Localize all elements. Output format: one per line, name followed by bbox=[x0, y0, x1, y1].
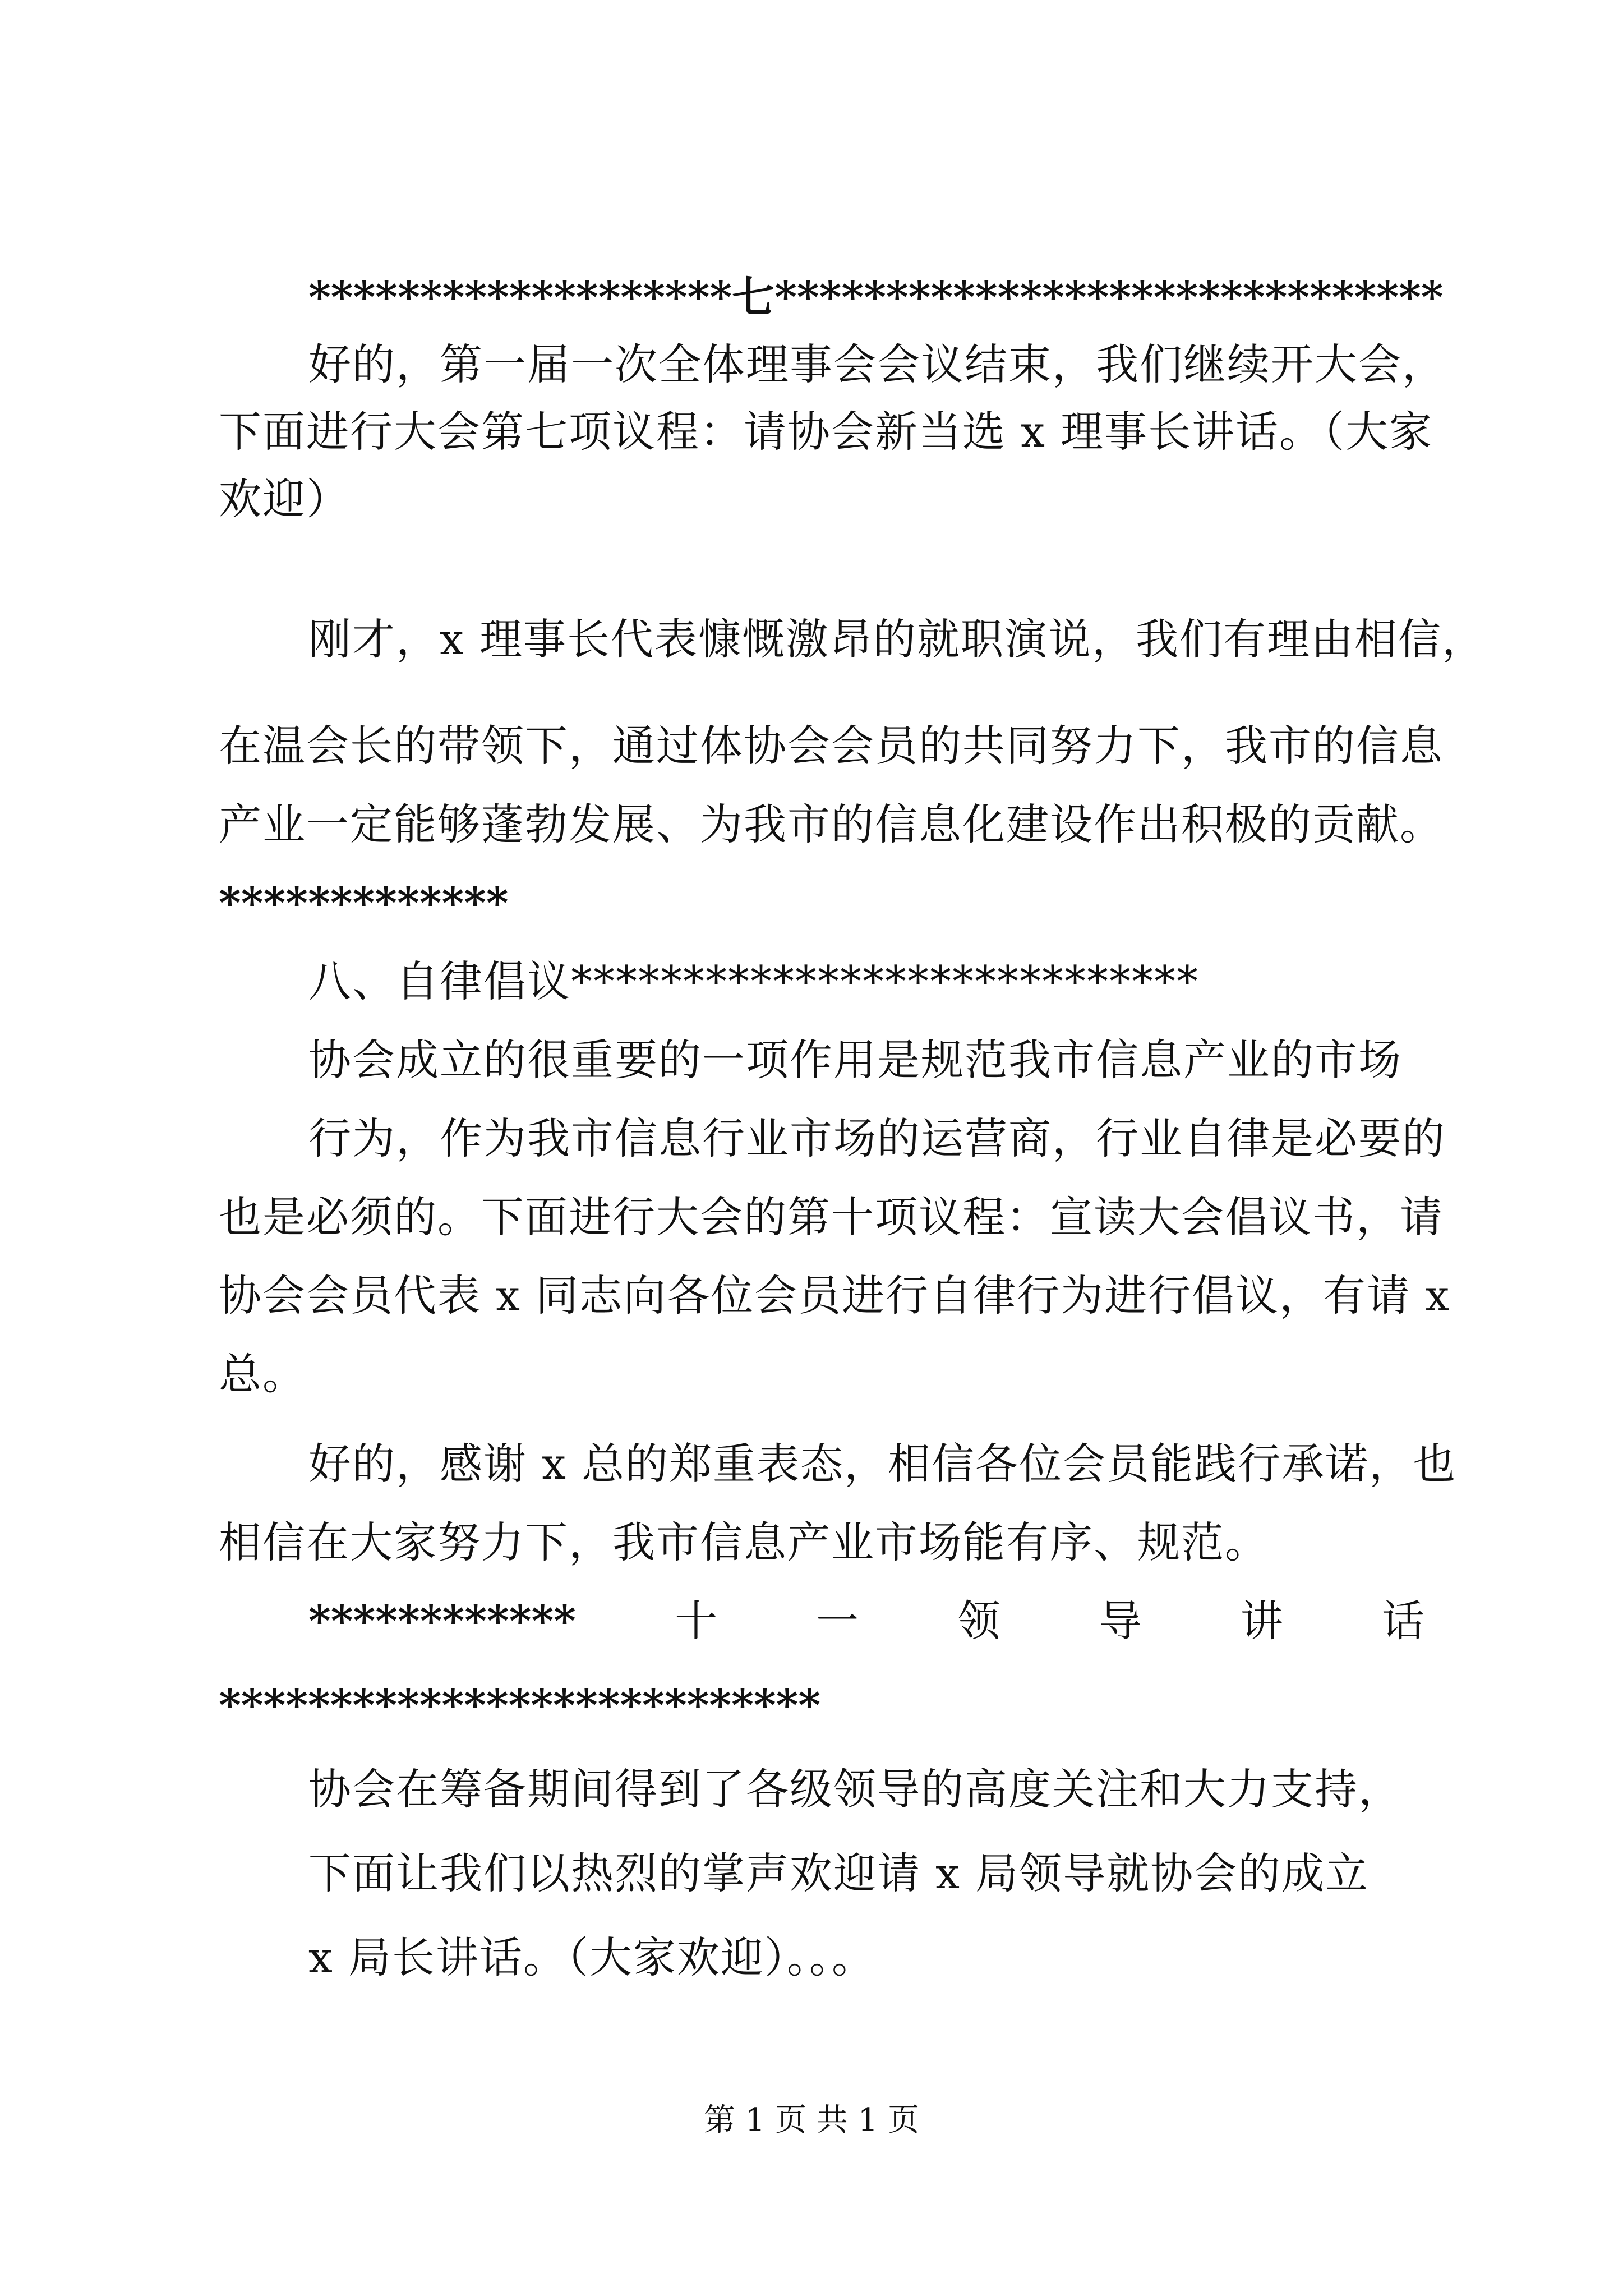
separator-line-seven: *******************七****************************** bbox=[308, 272, 1444, 322]
paragraph-line: 欢迎） bbox=[219, 474, 350, 524]
separator-line: ************* bbox=[219, 878, 509, 928]
section-heading-eight: 八、自律倡议**************************** bbox=[308, 956, 1199, 1006]
paragraph-line: 也是必须的。下面进行大会的第十项议程：宣读大会倡议书，请 bbox=[219, 1192, 1444, 1242]
paragraph-line: 好的，感谢 x 总的郑重表态，相信各位会员能践行承诺，也 bbox=[308, 1439, 1457, 1489]
section-heading-eleven bbox=[308, 1593, 1424, 1649]
paragraph-line: 刚才，x 理事长代表慷慨激昂的就职演说，我们有理由相信， bbox=[308, 614, 1486, 664]
paragraph-line: 协会成立的很重要的一项作用是规范我市信息产业的市场 bbox=[308, 1035, 1402, 1085]
paragraph-line: 协会在筹备期间得到了各级领导的高度关注和大力支持， bbox=[308, 1764, 1402, 1814]
document-page bbox=[219, 0, 1486, 2296]
paragraph-line: 好的，第一届一次全体理事会会议结束，我们继续开大会， bbox=[308, 339, 1446, 389]
heading-char: 讲 bbox=[1240, 1596, 1283, 1646]
heading-stars: ************ bbox=[308, 1596, 576, 1646]
separator-line: *************************** bbox=[219, 1680, 821, 1730]
heading-char: 领 bbox=[957, 1596, 1000, 1646]
heading-char: 导 bbox=[1099, 1596, 1142, 1646]
paragraph-line: x 局长讲话。（大家欢迎）。。。 bbox=[308, 1932, 876, 1982]
paragraph-line: 下面让我们以热烈的掌声欢迎请 x 局领导就协会的成立 bbox=[308, 1848, 1370, 1898]
paragraph-line: 下面进行大会第七项议程：请协会新当选 x 理事长讲话。（大家 bbox=[219, 407, 1433, 457]
paragraph-line: 行为，作为我市信息行业市场的运营商，行业自律是必要的 bbox=[308, 1114, 1446, 1163]
page-number-footer: 第 1 页 共 1 页 bbox=[703, 2102, 920, 2138]
paragraph-line: 在温会长的带领下，通过体协会会员的共同努力下，我市的信息 bbox=[219, 721, 1444, 771]
paragraph-line: 总。 bbox=[219, 1349, 306, 1399]
paragraph-line: 产业一定能够蓬勃发展、为我市的信息化建设作出积极的贡献。 bbox=[219, 799, 1444, 849]
heading-char: 十 bbox=[675, 1596, 718, 1646]
paragraph-line: 相信在大家努力下，我市信息产业市场能有序、规范。 bbox=[219, 1517, 1269, 1567]
paragraph-line: 协会会员代表 x 同志向各位会员进行自律行为进行倡议，有请 x bbox=[219, 1271, 1451, 1320]
heading-char: 话 bbox=[1381, 1596, 1424, 1646]
heading-char: 一 bbox=[816, 1596, 859, 1646]
